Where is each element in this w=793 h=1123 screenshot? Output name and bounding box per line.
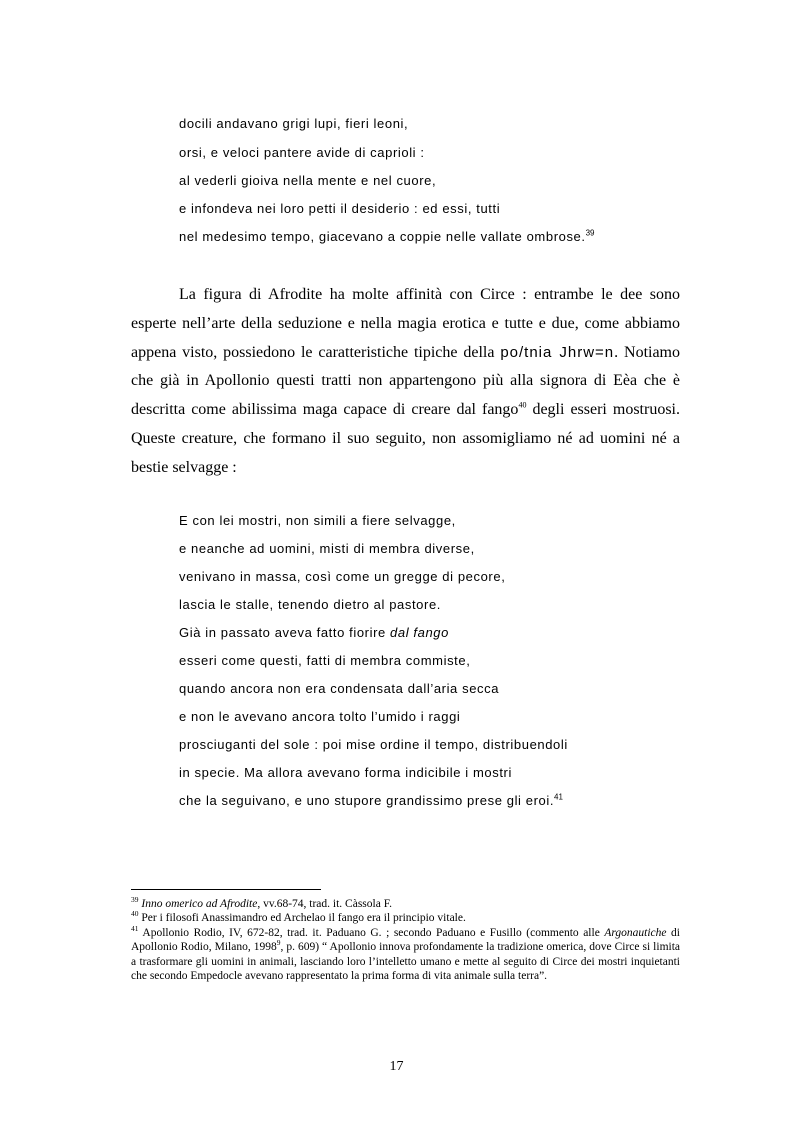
footnote-text: , vv.68-74, trad. it. Càssola F. (257, 898, 393, 910)
verse-line: prosciuganti del sole : poi mise ordine il tempo, distribuendoli (179, 737, 568, 752)
verse-line (179, 229, 595, 244)
verse-line: al vederli gioiva nella mente e nel cuore, (179, 173, 437, 188)
verse-line (179, 625, 449, 640)
footnote-ref: 39 (585, 228, 595, 238)
verse-line (179, 793, 563, 808)
paragraph-text: La figura di Afrodite ha molte affinità con Circe : entrambe le dee sono esperte nell’arte della seduzione e nella magia erotica e tutte e due, come abbiamo appena visto, possiedono le caratteristiche tipiche della (131, 286, 680, 361)
edition-superscript: 9 (276, 938, 281, 948)
footnote-ref: 41 (554, 792, 563, 802)
verse-line: esseri come questi, fatti di membra commiste, (179, 653, 471, 668)
footnote-title: Argonautiche (604, 926, 667, 939)
verse-line: E con lei mostri, non simili a fiere selvagge, (179, 513, 456, 528)
footnote-text: , p. 609) “ Apollonio innova profondamente la tradizione omerica, dove Circe si limita a trasformare gli uomini in animali, lasciando loro l’intelletto umano e mette al seguito di Circe dei mostri inquietanti che secondo Empedocle avevano rappresentato la prima forma di vita animale sulla terra”. (131, 941, 681, 983)
footnote-text: Per i filosofi Anassimandro ed Archelao il fango era il principio vitale. (141, 912, 466, 925)
body-paragraph (131, 281, 680, 483)
verse-line: orsi, e veloci pantere avide di caprioli : (179, 145, 425, 160)
footnote-number: 40 (131, 909, 139, 919)
footnote-number: 41 (131, 923, 139, 933)
verse-line: venivano in massa, così come un gregge di pecore, (179, 569, 506, 584)
paragraph-text: . Notiamo che già in Apollonio questi tratti non appartengono più alla signora di Eèa che è descritta come abilissima maga capace di creare dal fango (131, 343, 681, 419)
footnote-separator (131, 889, 321, 890)
verse-line: in specie. Ma allora avevano forma indicibile i mostri (179, 765, 512, 780)
footnote-text: di Apollonio Rodio, Milano, 1998 (131, 926, 680, 954)
footnote-39 (131, 897, 680, 911)
verse-emphasis: dal fango (390, 625, 449, 640)
footnote-41 (131, 923, 681, 984)
footnote-number: 39 (131, 895, 139, 905)
greek-phrase: po/tnia Jhrw=n (500, 343, 615, 361)
verse-text: che la seguivano, e uno stupore grandissimo prese gli eroi. (179, 793, 555, 808)
verse-line: e neanche ad uomini, misti di membra diverse, (179, 541, 475, 556)
verse-line: quando ancora non era condensata dall’aria secca (179, 681, 500, 696)
verse-text: Già in passato aveva fatto fiorire (179, 625, 391, 640)
footnote-ref: 40 (518, 400, 527, 410)
verse-line: lascia le stalle, tenendo dietro al pastore. (179, 597, 441, 612)
verse-line: e infondeva nei loro petti il desiderio : ed essi, tutti (179, 201, 501, 216)
footnotes (131, 897, 680, 983)
verse-text: nel medesimo tempo, giacevano a coppie nelle vallate ombrose. (179, 229, 586, 244)
page-number: 17 (389, 1059, 404, 1074)
verse-line: docili andavano grigi lupi, fieri leoni, (179, 116, 409, 131)
footnote-40 (131, 911, 680, 925)
footnote-title: Inno omerico ad Afrodite (141, 898, 258, 910)
verse-line: e non le avevano ancora tolto l’umido i raggi (179, 709, 461, 724)
footnote-text: Apollonio Rodio, IV, 672-82, trad. it. Paduano G. ; secondo Paduano e Fusillo (commento alle (138, 926, 605, 939)
paragraph-text: degli esseri mostruosi. Queste creature, che formano il suo seguito, non assomigliamo né ad uomini né a bestie selvagge : (131, 401, 680, 476)
